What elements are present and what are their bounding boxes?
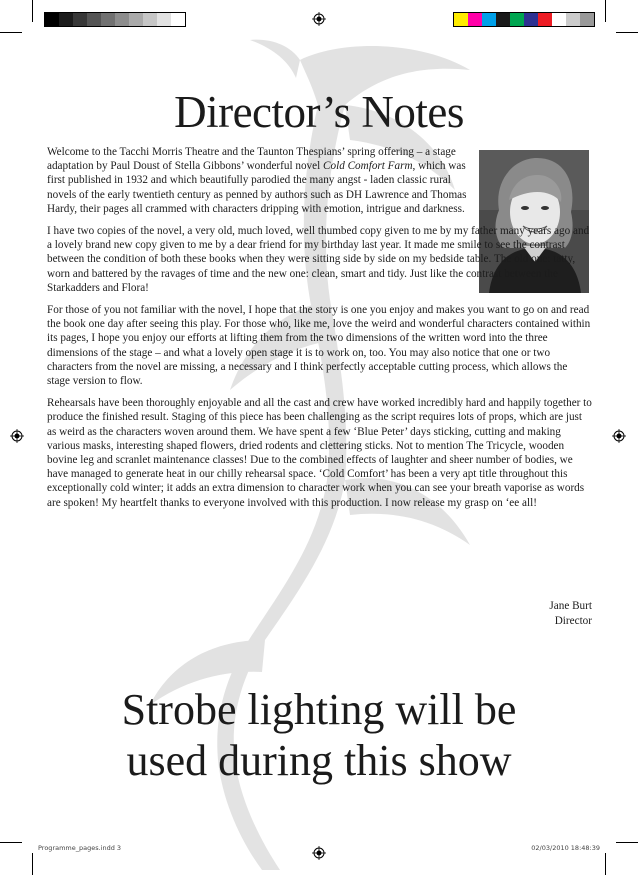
calibration-swatch [482,13,496,26]
calibration-swatch [143,13,157,26]
grayscale-calibration-bar [44,12,186,27]
signature-role: Director [554,615,592,627]
slug-filename: Programme_pages.indd 3 [38,844,122,852]
crop-mark [616,32,638,33]
intro-text: Welcome to the Tacchi Morris Theatre and the Taunton Thespians’ spring offering – a stage adaptation by Paul Doust of Stella Gibbons’ wonderful novel [47,146,456,173]
page-title: Director’s Notes [174,87,464,137]
calibration-swatch [101,13,115,26]
registration-mark-icon [612,429,626,443]
registration-mark-icon [312,12,326,26]
paragraph-4: Rehearsals have been thoroughly enjoyable and all the cast and crew have worked incredibly hard and happily together to produce the finished result. Staging of this piece has been challenging as the script requires lots of props, which are just as weird as the characters woven around them. We have spent a few ‘Blue Peter’ days sticking, cutting and making various masks, interesting shaped flowers, dried rodents and clettering sticks. Not to mention The Tricycle, wooden bovine leg and scranlet maintenance classes! Due to the combined effects of laughter and sheer number of bodies, we have managed to generate heat in our chilly rehearsal space. ‘Cold Comfort’ has been a very apt title throughout this exceptionally cold winter; it adds an extra dimension to character work when you can see your breath vaporise as words are spoken! My heartfelt thanks to everyone involved with this production. I now release my grasp on ‘ee all! [47,397,592,509]
calibration-swatch [87,13,101,26]
calibration-swatch [538,13,552,26]
calibration-swatch [510,13,524,26]
warning-line-2: used during this show [126,736,512,785]
crop-mark [605,0,606,22]
calibration-swatch [454,13,468,26]
calibration-swatch [171,13,185,26]
crop-mark [616,842,638,843]
crop-mark [32,0,33,22]
crop-mark [0,842,22,843]
crop-mark [605,853,606,875]
calibration-swatch [115,13,129,26]
strobe-warning [0,684,638,786]
signature-name: Jane Burt [549,600,592,612]
crop-mark [0,32,22,33]
slug-timestamp: 02/03/2010 18:48:39 [531,844,600,852]
calibration-swatch [157,13,171,26]
signature-block [549,599,592,629]
color-calibration-bar [453,12,595,27]
intro-paragraph [47,145,472,216]
novel-title: Cold Comfort Farm [323,160,413,173]
registration-mark-icon [312,846,326,860]
intro-text-continued: , which was first published in 1932 and which beautifully parodied the many angst - laden classic rural novels of the early twentieth century as penned by authors such as DH Lawrence and Thomas Hardy, their pages all crammed with characters dripping with emotion, intrigue and darkness. [47,160,467,215]
warning-line-1: Strobe lighting will be [121,685,517,734]
calibration-swatch [59,13,73,26]
director-notes-body [47,145,592,518]
calibration-swatch [580,13,594,26]
registration-mark-icon [10,429,24,443]
calibration-swatch [566,13,580,26]
calibration-swatch [552,13,566,26]
calibration-swatch [45,13,59,26]
paragraph-2: I have two copies of the novel, a very old, much loved, well thumbed copy given to me by my father many years ago and a lovely brand new copy given to me by a dear friend for my birthday last year. It made me smile to see the contrast between the condition of both these books when they were sitting side by side on my bedside table. The old one: tatty, worn and battered by the ravages of time and the new one: clean, smart and tidy. Just like the contrast between the Starkadders and Flora! [47,225,590,294]
calibration-swatch [73,13,87,26]
paragraph-3: For those of you not familiar with the novel, I hope that the story is one you enjoy and makes you want to go on and read the book one day after seeing this play. For those who, like me, love the weird and wonderful characters contained within its pages, I hope you enjoy our efforts at lifting them from the two dimensions of the written word into the three dimensions of the stage – and what a lovely open stage it is to work on, too. You may also notice that one or two characters from the novel are missing, a necessary and I think perfectly acceptable cutting process, which allows the stage version to flow. [47,304,591,388]
calibration-swatch [129,13,143,26]
calibration-swatch [496,13,510,26]
crop-mark [32,853,33,875]
calibration-swatch [524,13,538,26]
calibration-swatch [468,13,482,26]
